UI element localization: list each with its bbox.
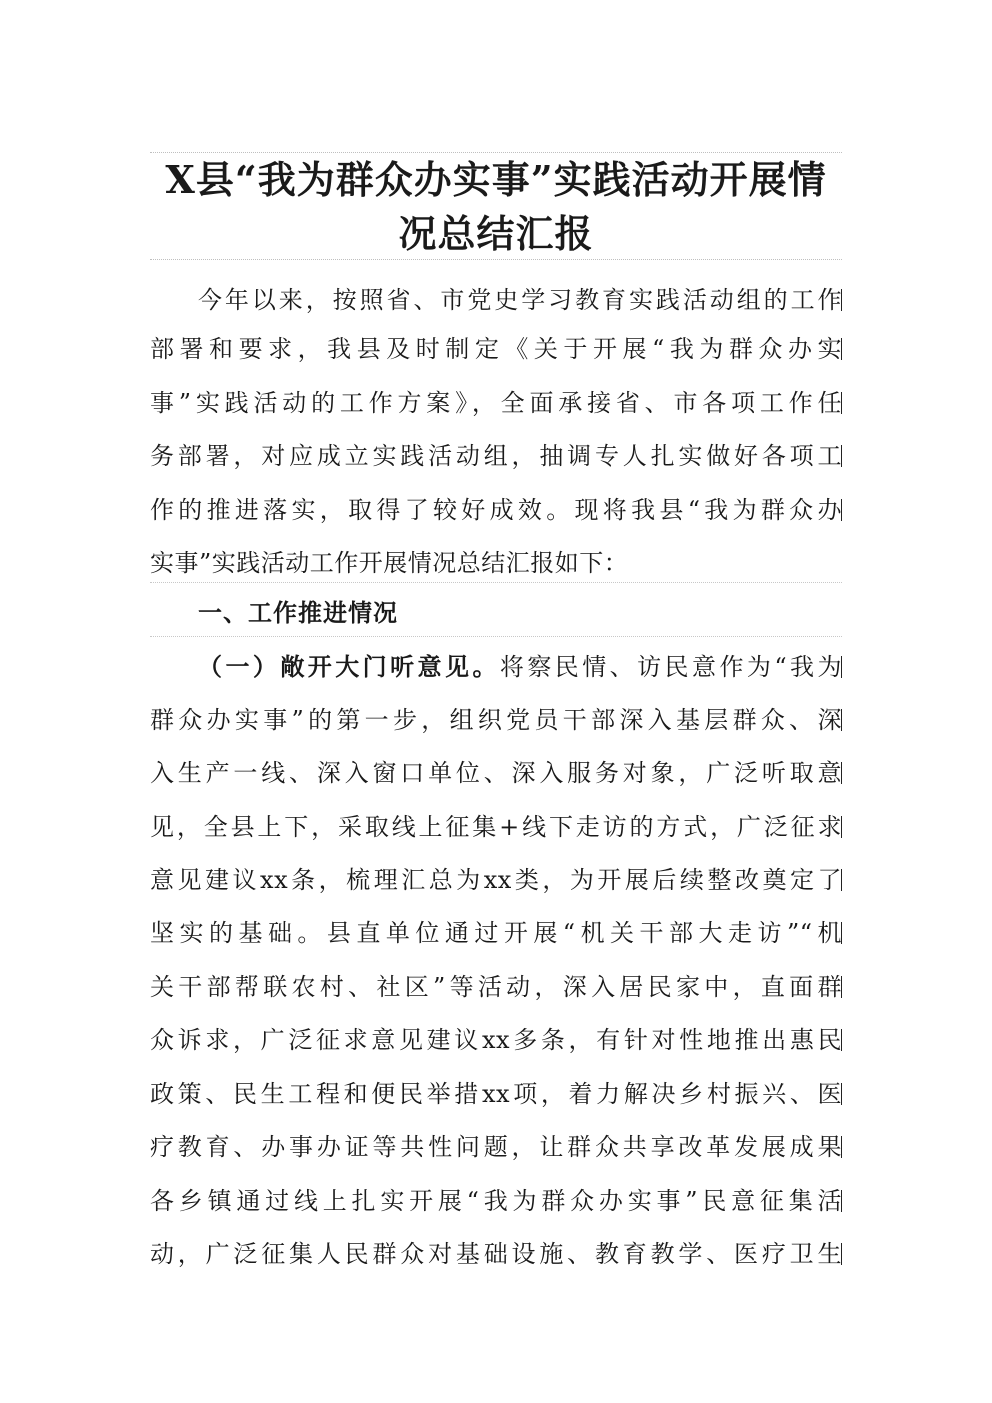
- body-line-12: 动，广泛征集人民群众对基础设施、教育教学、医疗卫生: [150, 1240, 842, 1268]
- body-line-8: 众诉求，广泛征求意见建议xx多条，有针对性地推出惠民: [150, 1026, 842, 1054]
- intro-line-1: 今年以来，按照省、市党史学习教育实践活动组的工作: [198, 286, 842, 314]
- title-line-1: X县“我为群众办实事”实践活动开展情: [165, 157, 827, 202]
- intro-line-2: 部署和要求，我县及时制定《关于开展“我为群众办实: [150, 335, 842, 363]
- paragraph-rule: [150, 636, 842, 637]
- margin-bar: [841, 709, 842, 731]
- margin-bar: [841, 392, 842, 414]
- intro-line-5: 作的推进落实，取得了较好成效。现将我县“我为群众办: [150, 496, 842, 524]
- body-line-6: 坚实的基础。县直单位通过开展“机关干部大走访”“机: [150, 919, 842, 947]
- intro-line-4: 务部署，对应成立实践活动组，抽调专人扎实做好各项工: [150, 442, 842, 470]
- margin-bar: [841, 762, 842, 784]
- body-line-1: [150, 643, 842, 691]
- margin-bar: [841, 922, 842, 944]
- margin-bar: [841, 1243, 842, 1265]
- body-line-2: 群众办实事”的第一步，组织党员干部深入基层群众、深: [150, 706, 842, 734]
- section-heading: 一、工作推进情况: [198, 598, 398, 627]
- margin-bar: [841, 1136, 842, 1158]
- margin-bar: [841, 976, 842, 998]
- body-line-5: 意见建议xx条，梳理汇总为xx类，为开展后续整改奠定了: [150, 866, 842, 894]
- title-line-2: 况总结汇报: [398, 211, 594, 256]
- title-bottom-rule: [150, 259, 842, 260]
- margin-bar: [841, 1083, 842, 1105]
- body-line-9: 政策、民生工程和便民举措xx项，着力解决乡村振兴、医: [150, 1080, 842, 1108]
- body-line-1-text: 将察民情、访民意作为“我为: [499, 653, 842, 681]
- margin-bar: [841, 869, 842, 891]
- intro-line-3: 事”实践活动的工作方案》，全面承接省、市各项工作任: [150, 389, 842, 417]
- body-line-4: 见，全县上下，采取线上征集+线下走访的方式，广泛征求: [150, 813, 842, 841]
- document-title: [150, 153, 842, 261]
- body-line-11: 各乡镇通过线上扎实开展“我为群众办实事”民意征集活: [150, 1187, 842, 1215]
- margin-bar: [841, 656, 842, 678]
- margin-bar: [841, 816, 842, 838]
- margin-bar: [841, 1029, 842, 1051]
- margin-bar: [841, 499, 842, 521]
- margin-bar: [841, 445, 842, 467]
- body-line-7: 关干部帮联农村、社区”等活动，深入居民家中，直面群: [150, 973, 842, 1001]
- body-line-10: 疗教育、办事办证等共性问题，让群众共享改革发展成果: [150, 1133, 842, 1161]
- intro-line-6: 实事”实践活动工作开展情况总结汇报如下：: [150, 549, 629, 577]
- margin-bar: [841, 338, 842, 360]
- subsection-label: （一）敞开大门听意见。: [198, 652, 500, 681]
- body-line-3: 入生产一线、深入窗口单位、深入服务对象，广泛听取意: [150, 759, 842, 787]
- margin-bar: [841, 1190, 842, 1212]
- margin-bar: [841, 289, 842, 311]
- paragraph-rule: [150, 582, 842, 583]
